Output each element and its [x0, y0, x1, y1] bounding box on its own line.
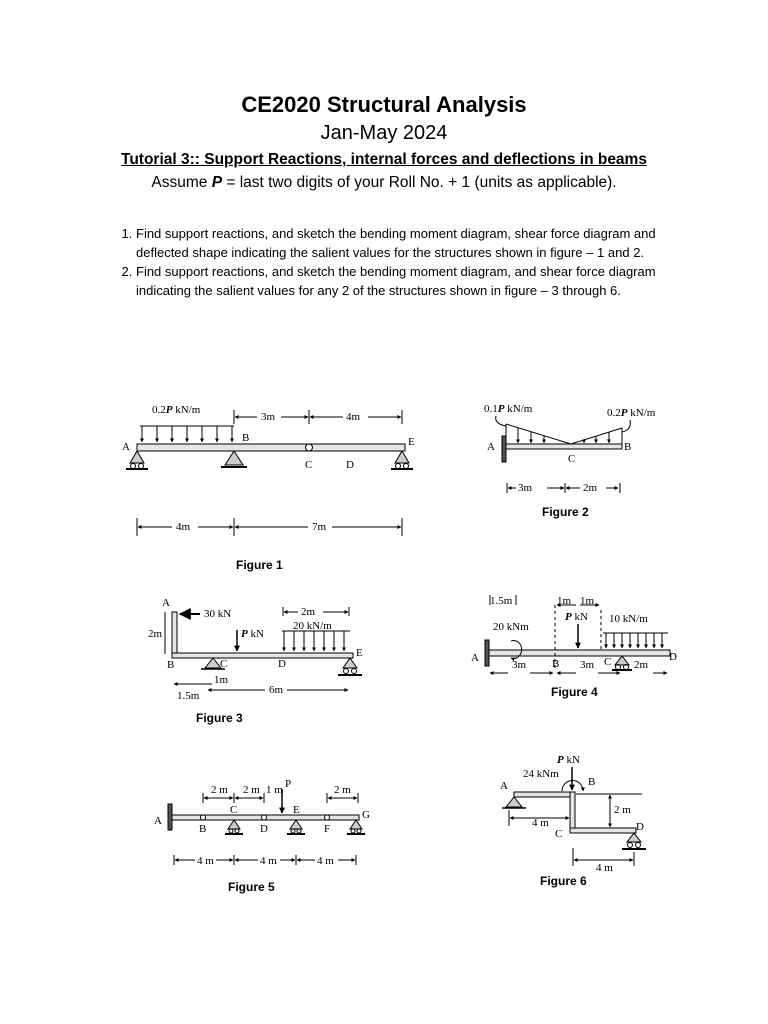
fig4-fixed-support	[485, 640, 489, 666]
fig5-roller-c	[225, 820, 243, 834]
fig4-dim-3m-a: 3m	[512, 659, 527, 671]
fig6-roller-d	[622, 833, 646, 849]
fig5-point-e: E	[293, 804, 300, 816]
fig5-point-c: C	[230, 804, 238, 816]
fig6-point-b: B	[588, 776, 596, 788]
fig1-point-c: C	[305, 459, 313, 471]
fig6-caption: Figure 6	[540, 874, 587, 888]
fig5-point-a: A	[154, 815, 162, 827]
fig3-point-b: B	[167, 659, 175, 671]
fig4-caption: Figure 4	[551, 685, 598, 699]
fig3-roller-e	[338, 658, 362, 675]
fig3-p-label: P kN	[241, 628, 264, 640]
fig3-point-a: A	[162, 597, 170, 609]
fig1-roller-a	[126, 451, 148, 469]
fig5-dim-1m: 1 m	[266, 784, 283, 796]
fig6-bottom-beam	[570, 828, 636, 833]
fig2-point-c: C	[568, 453, 576, 465]
fig4-dim-2m: 2m	[634, 659, 649, 671]
fig5-roller-e	[287, 820, 305, 834]
fig3-dim-1-5m: 1.5m	[177, 690, 200, 702]
fig1-beam	[137, 444, 405, 451]
assume-rest: = last two digits of your Roll No. + 1 (units as applicable).	[222, 174, 617, 191]
fig2-dim-2m: 2m	[583, 482, 598, 494]
fig5-dim-2m-b: 2 m	[243, 784, 260, 796]
fig1-pin-b	[221, 451, 247, 467]
fig5-hinge-b	[201, 815, 206, 820]
figure-6	[500, 754, 646, 888]
fig6-point-c: C	[555, 828, 563, 840]
fig4-roller-c	[612, 656, 632, 670]
fig6-moment-label: 24 kNm	[523, 768, 559, 780]
fig4-dim-3m-b: 3m	[580, 659, 595, 671]
fig3-beam	[172, 653, 353, 658]
fig1-point-a: A	[122, 441, 130, 453]
fig4-point-c: C	[604, 656, 612, 668]
fig4-dim-1m-a: 1m	[557, 595, 572, 607]
fig3-dim-2m-vert: 2m	[148, 628, 163, 640]
fig2-load-arrows	[518, 428, 609, 443]
fig4-udl-arrows	[606, 633, 662, 648]
fig1-dim-4m: 4m	[346, 411, 361, 423]
fig2-load-left: 0.1P kN/m	[484, 403, 533, 415]
fig5-dim-2m-c: 2 m	[334, 784, 351, 796]
fig6-point-d: D	[636, 821, 644, 833]
fig5-p-label: P	[285, 778, 292, 790]
fig1-point-e: E	[408, 436, 415, 448]
fig1-hinge-c	[306, 444, 313, 451]
document-subtitle: Jan-May 2024	[320, 122, 448, 144]
tutorial-heading: Tutorial 3:: Support Reactions, internal forces and deflections in beams	[121, 151, 647, 168]
fig5-point-d: D	[260, 823, 268, 835]
fig5-point-g: G	[362, 809, 370, 821]
fig6-dim-4m-top: 4 m	[532, 817, 549, 829]
fig6-column	[570, 792, 575, 833]
fig5-fixed-support	[168, 804, 172, 830]
fig4-p-label: P kN	[565, 611, 588, 623]
fig1-point-d: D	[346, 459, 354, 471]
assume-prefix: Assume	[151, 174, 212, 191]
fig3-dim-6m: 6m	[269, 684, 284, 696]
fig2-load-right: 0.2P kN/m	[607, 407, 656, 419]
fig3-dim-2m-top: 2m	[301, 606, 316, 618]
fig2-point-b: B	[624, 441, 632, 453]
fig5-dim-bottom-4m-b: 4 m	[260, 855, 277, 867]
fig5-point-f: F	[324, 823, 331, 835]
fig5-caption: Figure 5	[228, 880, 275, 894]
fig6-p-label: P kN	[557, 754, 580, 766]
fig6-top-beam	[514, 792, 570, 797]
fig3-point-d: D	[278, 658, 286, 670]
fig3-caption: Figure 3	[196, 711, 243, 725]
fig6-dim-2m: 2 m	[614, 804, 631, 816]
fig3-udl-arrows	[284, 631, 344, 651]
figure-5	[154, 778, 370, 894]
fig3-point-c: C	[220, 658, 228, 670]
fig4-moment-label: 20 kNm	[493, 621, 529, 633]
fig4-point-b: B	[552, 658, 560, 670]
fig1-load-label: 0.2P kN/m	[152, 404, 201, 416]
fig5-roller-g	[347, 820, 365, 834]
fig1-point-b: B	[242, 432, 250, 444]
figure-1	[122, 404, 415, 572]
fig1-dim-bottom-7m: 7m	[312, 521, 327, 533]
fig2-leader-left	[496, 416, 506, 426]
fig5-dim-bottom-4m-c: 4 m	[317, 855, 334, 867]
fig3-column	[172, 612, 177, 657]
fig5-hinge-d	[262, 815, 267, 820]
fig3-dim-1m: 1m	[214, 674, 229, 686]
fig2-caption: Figure 2	[542, 505, 589, 519]
fig2-load-profile	[506, 424, 622, 444]
fig4-dim-1m-b: 1m	[580, 595, 595, 607]
fig2-fixed-support	[502, 436, 506, 462]
question-item: 1. Find support reactions, and sketch the bending moment diagram, shear force diagram and deflected shape indicating the salient values for the structures shown in figure – 1 and 2.	[136, 224, 696, 262]
fig3-udl-label: 20 kN/m	[293, 620, 332, 632]
fig4-udl-label: 10 kN/m	[609, 613, 648, 625]
fig4-point-a: A	[471, 652, 479, 664]
fig2-point-a: A	[487, 441, 495, 453]
figure-2	[484, 403, 656, 519]
fig1-caption: Figure 1	[236, 558, 283, 572]
fig5-dim-bottom-4m-a: 4 m	[197, 855, 214, 867]
fig1-udl-arrows	[142, 426, 232, 442]
fig1-roller-e	[391, 451, 413, 469]
fig1-dim-bottom-4m: 4m	[176, 521, 191, 533]
fig2-leader-right	[622, 420, 630, 432]
fig4-point-d: D	[669, 651, 677, 663]
fig6-pin-a	[502, 797, 526, 808]
fig5-point-b: B	[199, 823, 207, 835]
fig2-dim-3m: 3m	[518, 482, 533, 494]
question-item: 2. Find support reactions, and sketch the bending moment diagram, and shear force diagram indicating the salient values for any 2 of the structures shown in figure – 3 through 6.	[136, 262, 696, 300]
fig5-dim-2m-a: 2 m	[211, 784, 228, 796]
figure-4	[471, 595, 677, 699]
fig1-dim-3m: 3m	[261, 411, 276, 423]
assume-variable: P	[211, 174, 223, 191]
fig4-dim-1-5m: 1.5m	[490, 595, 513, 607]
fig2-beam	[506, 444, 622, 449]
figure-3	[148, 597, 363, 725]
fig6-dim-4m-bottom: 4 m	[596, 862, 613, 874]
fig3-force-label: 30 kN	[204, 608, 232, 620]
fig5-hinge-f	[325, 815, 330, 820]
document-title: CE2020 Structural Analysis	[241, 92, 527, 117]
fig6-point-a: A	[500, 780, 508, 792]
fig3-point-e: E	[356, 647, 363, 659]
fig4-beam	[488, 650, 670, 656]
